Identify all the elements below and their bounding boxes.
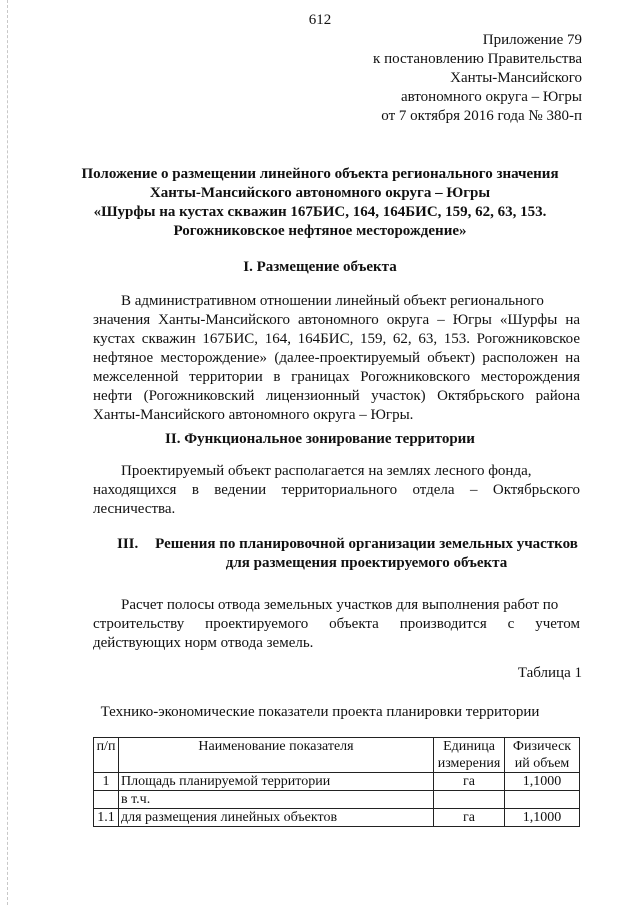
section-1-heading: I. Размещение объекта: [243, 259, 397, 275]
section-3-paragraph: [93, 596, 580, 653]
appendix-line: к постановлению Правительства: [373, 51, 582, 67]
header-unit-line: измерения: [437, 756, 501, 771]
title-line: Ханты-Мансийского автономного округа – Югры: [149, 185, 491, 201]
section-1-paragraph: [93, 292, 580, 425]
section-heading-line: для размещения проектируемого объекта: [225, 555, 508, 571]
cell-unit: га: [434, 809, 505, 827]
table-row: [94, 791, 580, 809]
cell-num: 1: [94, 773, 119, 791]
title-line: Рогожниковское нефтяное месторождение»: [173, 223, 467, 239]
cell-num: 1.1: [94, 809, 119, 827]
section-2-paragraph: [93, 462, 580, 519]
header-value-line: ий объем: [514, 756, 570, 771]
paragraph-first-line: Проектируемый объект располагается на землях лесного фонда,: [121, 463, 532, 479]
table-header-row: [94, 738, 580, 773]
title-line: «Шурфы на кустах скважин 167БИС, 164, 164БИС, 159, 62, 63, 153.: [93, 204, 547, 220]
cell-unit: [434, 791, 505, 809]
section-2-heading: II. Функциональное зонирование территории: [165, 431, 475, 447]
page-number: 612: [308, 12, 332, 28]
cell-unit: га: [434, 773, 505, 791]
header-unit-line: Единица: [443, 739, 495, 754]
section-heading-line: Решения по планировочной организации земельных участков: [155, 536, 578, 552]
appendix-block: [373, 31, 582, 126]
header-value: [505, 738, 580, 773]
cell-value: 1,1000: [505, 809, 580, 827]
section-number: III.: [117, 536, 139, 552]
page-edge-marks: [7, 0, 9, 905]
table-row: [94, 809, 580, 827]
cell-value: [505, 791, 580, 809]
table-label: Таблица 1: [517, 665, 582, 681]
cell-name: для размещения линейных объектов: [119, 809, 434, 827]
paragraph-text: находящихся в ведении территориального отдела – Октябрьского лесничества.: [93, 482, 580, 517]
paragraph-text: значения Ханты-Мансийского автономного округа – Югры «Шурфы на кустах скважин 167БИС, 164, 164БИС, 159, 62, 63, 153. Рогожниковское нефтяное месторождение» (далее-проектируемый объект) расположен на межселенной территории в границах Рогожниковского месторождения нефти (Рогожниковский лицензионный участок) Октябрьского района Ханты-Мансийского автономного округа – Югры.: [93, 312, 580, 423]
indicators-table: [93, 737, 580, 827]
appendix-line: Ханты-Мансийского: [450, 70, 582, 86]
appendix-line: Приложение 79: [482, 32, 582, 48]
appendix-line: автономного округа – Югры: [400, 89, 582, 105]
paragraph-text: строительству проектируемого объекта производится с учетом действующих норм отвода земель.: [93, 616, 580, 651]
header-unit: [434, 738, 505, 773]
cell-value: 1,1000: [505, 773, 580, 791]
header-name: Наименование показателя: [119, 738, 434, 773]
paragraph-first-line: Расчет полосы отвода земельных участков для выполнения работ по: [121, 597, 559, 613]
header-num: п/п: [94, 738, 119, 773]
header-value-line: Физическ: [512, 739, 572, 754]
document-title: [60, 165, 580, 241]
cell-name: Площадь планируемой территории: [119, 773, 434, 791]
cell-name: в т.ч.: [119, 791, 434, 809]
appendix-line: от 7 октября 2016 года № 380-п: [381, 108, 582, 124]
paragraph-first-line: В административном отношении линейный объект регионального: [121, 293, 544, 309]
title-line: Положение о размещении линейного объекта регионального значения: [81, 166, 559, 182]
section-3-heading: [117, 535, 580, 573]
table-row: [94, 773, 580, 791]
table-caption: Технико-экономические показатели проекта планировки территории: [100, 704, 540, 720]
cell-num: [94, 791, 119, 809]
